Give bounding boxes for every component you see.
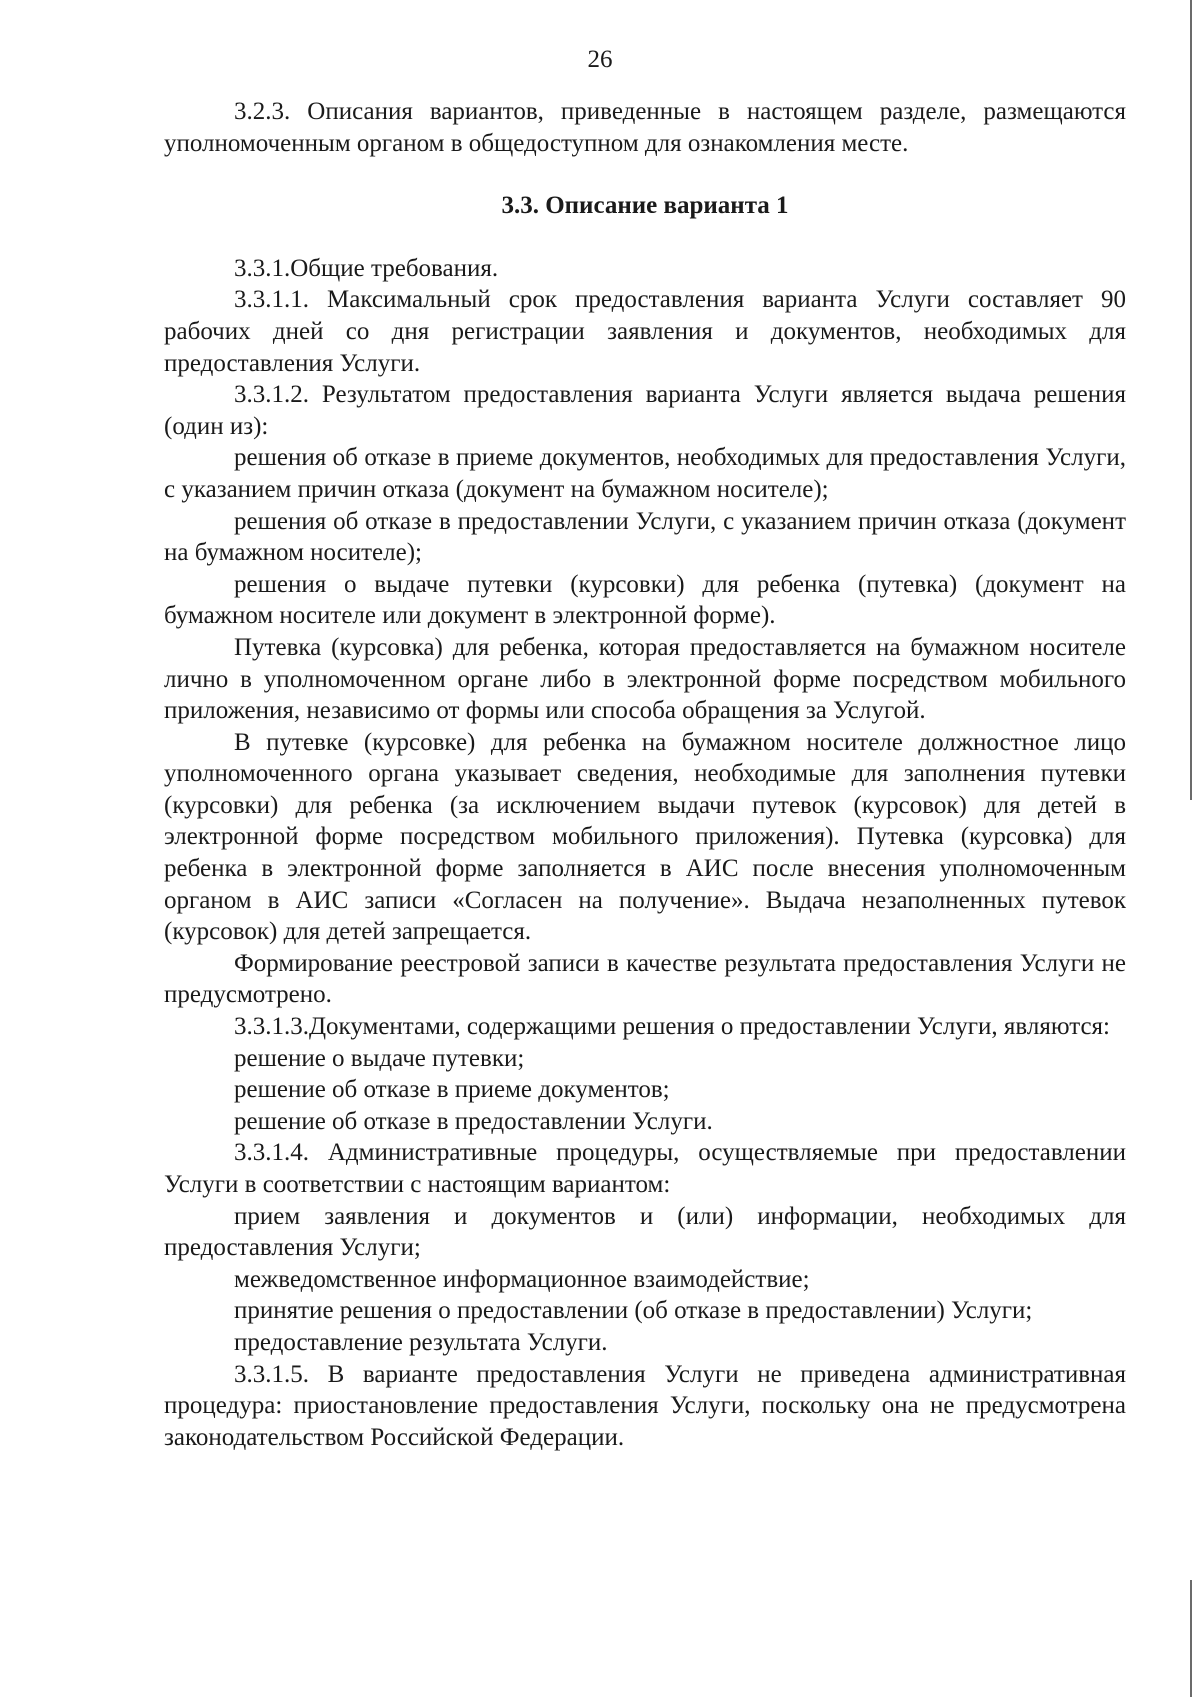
paragraph-3-2-3: 3.2.3. Описания вариантов, приведенные в настоящем разделе, размещаются уполномоченным органом в общедоступном для ознакомления месте.	[164, 98, 1126, 157]
paragraph-3-3-1-5: 3.3.1.5. В варианте предоставления Услуги не приведена административная процедура: приостановление предоставления Услуги, поскольку она не предусмотрена законодательством Российской Федерации.	[164, 1360, 1126, 1451]
paragraph-3-3-1-4: 3.3.1.4. Административные процедуры, осуществляемые при предоставлении Услуги в соответствии с настоящим вариантом:	[164, 1139, 1126, 1198]
paragraph-3-3-1-2: 3.3.1.2. Результатом предоставления варианта Услуги является выдача решения (один из):	[164, 381, 1126, 440]
section-heading: 3.3. Описание варианта 1	[501, 192, 789, 220]
page-number: 26	[587, 46, 613, 73]
list-item-decision-refusal-documents: решение об отказе в приеме документов;	[234, 1076, 670, 1104]
paragraph-voucher-filling: В путевке (курсовке) для ребенка на бумажном носителе должностное лицо уполномоченного органа указывает сведения, необходимые для заполнения путевки (курсовки) для ребенка (за исключением выдачи путевок (курсовок) для детей в электронной форме посредством мобильного приложения). Путевка (курсовка) для ребенка в электронной форме заполняется в АИС после внесения уполномоченным органом в АИС записи «Согласен на получение». Выдача незаполненных путевок (курсовок) для детей запрещается.	[164, 728, 1126, 946]
list-item-decision-refusal-service: решение об отказе в предоставлении Услуги.	[234, 1107, 713, 1135]
paragraph-voucher-delivery: Путевка (курсовка) для ребенка, которая предоставляется на бумажном носителе лично в уполномоченном органе либо в электронной форме посредством мобильного приложения, независимо от формы или способа обращения за Услугой.	[164, 633, 1126, 725]
document-body	[164, 96, 1126, 1453]
list-item-refusal-documents: решения об отказе в приеме документов, необходимых для предоставления Услуги, с указанием причин отказа (документ на бумажном носителе);	[164, 444, 1126, 503]
list-item-decision-voucher: решение о выдаче путевки;	[234, 1044, 525, 1072]
paragraph-3-3-1-1: 3.3.1.1. Максимальный срок предоставления варианта Услуги составляет 90 рабочих дней со дня регистрации заявления и документов, необходимых для предоставления Услуги.	[164, 286, 1126, 377]
scan-edge-line-bottom	[1190, 1580, 1192, 1697]
list-item-procedure-interaction: межведомственное информационное взаимодействие;	[234, 1265, 810, 1293]
list-item-procedure-result: предоставление результата Услуги.	[234, 1328, 608, 1356]
list-item-procedure-reception: прием заявления и документов и (или) информации, необходимых для предоставления Услуги;	[164, 1202, 1126, 1262]
paragraph-registry-record: Формирование реестровой записи в качестве результата предоставления Услуги не предусмотрено.	[164, 949, 1126, 1009]
list-item-voucher-decision: решения о выдаче путевки (курсовки) для ребенка (путевка) (документ на бумажном носителе или документ в электронной форме).	[164, 570, 1126, 630]
paragraph-3-3-1-3: 3.3.1.3.Документами, содержащими решения о предоставлении Услуги, являются:	[234, 1013, 1110, 1041]
list-item-refusal-service: решения об отказе в предоставлении Услуги, с указанием причин отказа (документ на бумажном носителе);	[164, 507, 1126, 567]
paragraph-3-3-1: 3.3.1.Общие требования.	[234, 254, 499, 282]
scan-edge-line-top	[1190, 0, 1192, 800]
list-item-procedure-decision: принятие решения о предоставлении (об отказе в предоставлении) Услуги;	[234, 1297, 1033, 1325]
